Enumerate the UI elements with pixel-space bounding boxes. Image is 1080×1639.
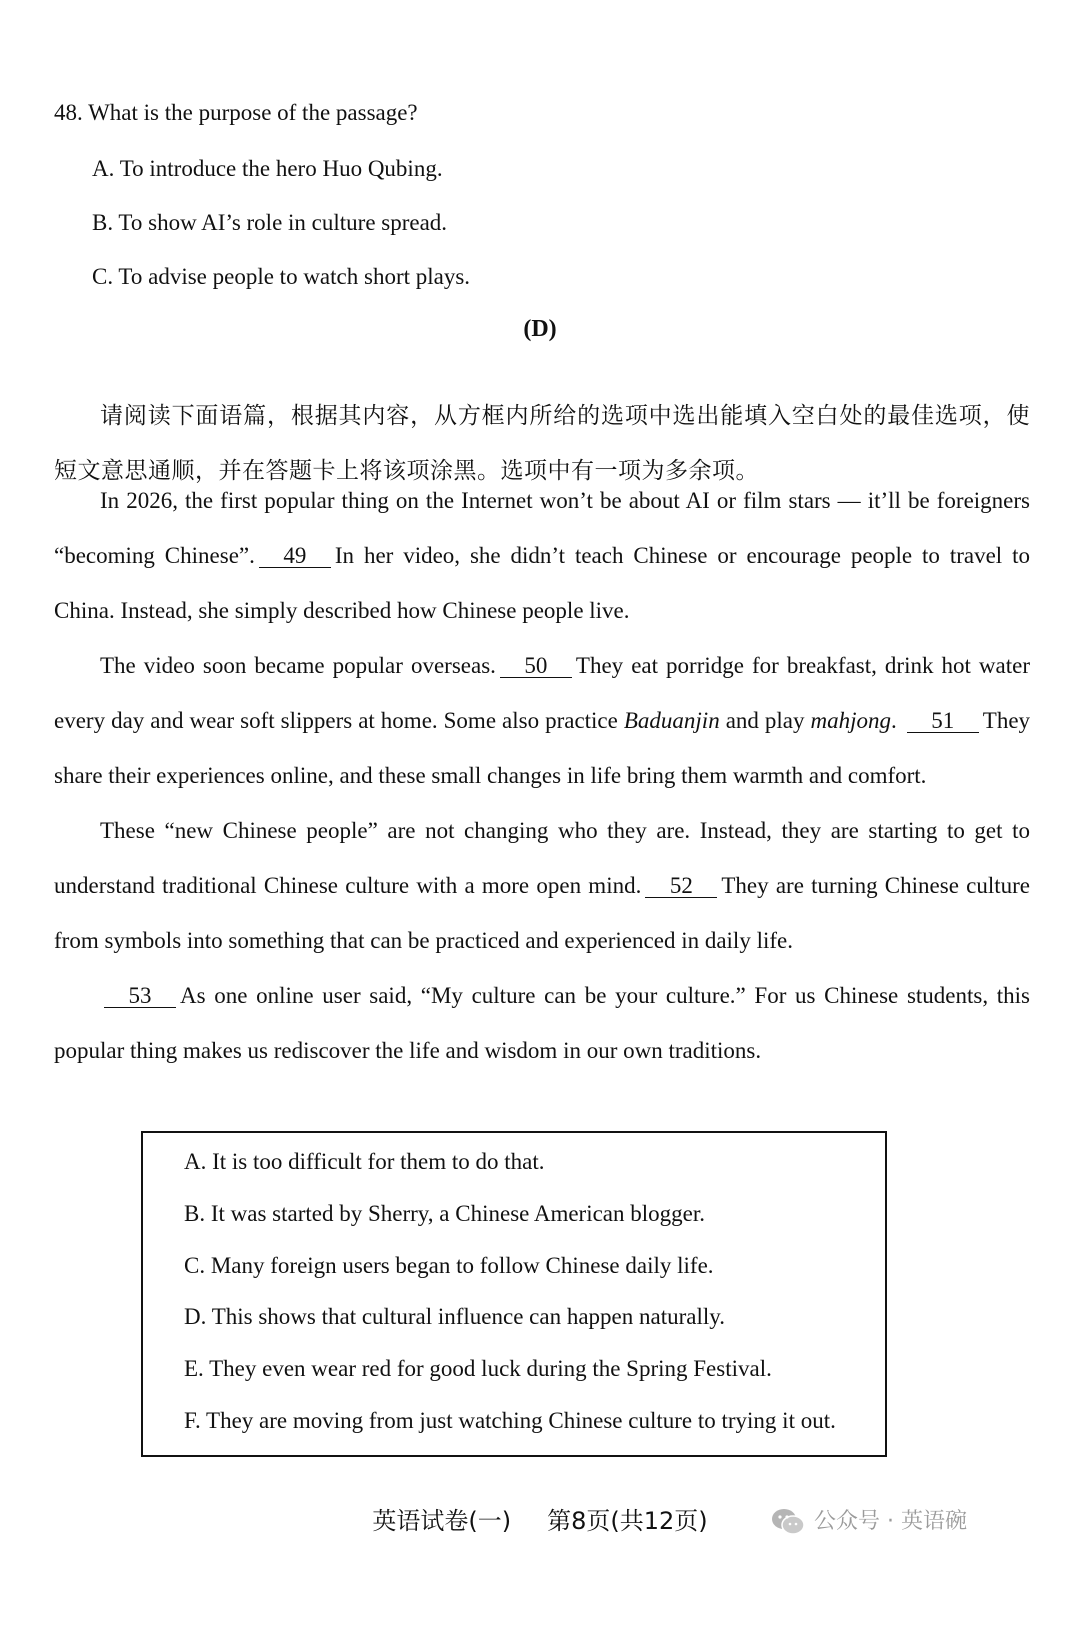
section-title: (D) (523, 316, 557, 342)
paragraph-text: As one online user said, “My culture can be your culture.” For us Chinese students, this popular thing makes us rediscover the life and wisdom in our own traditions. (54, 983, 1030, 1063)
box-option-c: C. Many foreign users began to follow Chinese daily life. (184, 1252, 714, 1278)
italic-term: mahjong (810, 708, 892, 733)
passage (54, 473, 1030, 1078)
passage-paragraph-1 (54, 473, 1030, 638)
paragraph-text: They share their experiences online, and these small changes in life bring them warmth and comfort. (54, 708, 1031, 788)
question-option-a: A. To introduce the hero Huo Qubing. (92, 156, 443, 181)
options-box (141, 1131, 887, 1457)
passage-paragraph-2 (54, 638, 1030, 803)
question-option-b: B. To show AI’s role in culture spread. (92, 210, 448, 235)
blank-50: 50 (500, 655, 572, 678)
watermark (770, 1503, 967, 1541)
box-option-f: F. They are moving from just watching Chinese culture to trying it out. (184, 1407, 836, 1433)
paragraph-text: In 2026, the first popular thing on the Internet won’t be about AI or film stars — it’ll be foreigners “becoming Chinese”. (54, 488, 1030, 568)
footer-paper-title: 英语试卷(一) (372, 1507, 512, 1535)
blank-53: 53 (104, 985, 176, 1008)
paragraph-text: . (891, 708, 897, 733)
paragraph-text: and play (725, 708, 805, 733)
box-option-b: B. It was started by Sherry, a Chinese American blogger. (184, 1200, 705, 1226)
passage-paragraph-4 (54, 968, 1030, 1078)
box-option-d: D. This shows that cultural influence can happen naturally. (184, 1304, 725, 1330)
blank-52: 52 (645, 875, 717, 898)
blank-49: 49 (259, 545, 331, 568)
watermark-text: 公众号 · 英语碗 (814, 1509, 967, 1534)
box-option-a: A. It is too difficult for them to do that. (184, 1149, 545, 1174)
question-stem: 48. What is the purpose of the passage? (54, 100, 418, 125)
footer-page-number: 第8页(共12页) (547, 1507, 708, 1535)
paragraph-text: The video soon became popular overseas. (100, 653, 496, 678)
section-instructions: 请阅读下面语篇，根据其内容，从方框内所给的选项中选出能填入空白处的最佳选项，使短文意思通顺，并在答题卡上将该项涂黑。选项中有一项为多余项。 (54, 403, 1030, 484)
passage-paragraph-3 (54, 803, 1030, 968)
paragraph-text: In her video, she didn’t teach Chinese or encourage people to travel to China. Instead, she simply described how Chinese people live. (54, 543, 1030, 623)
paragraph-text: These “new Chinese people” are not changing who they are. Instead, they are starting to get to understand traditional Chinese culture with a more open mind. (54, 818, 1030, 898)
box-option-e: E. They even wear red for good luck during the Spring Festival. (184, 1356, 772, 1382)
question-option-c: C. To advise people to watch short plays. (92, 264, 471, 289)
italic-term: Baduanjin (623, 708, 720, 733)
blank-51: 51 (907, 710, 979, 733)
paragraph-text: They eat porridge for breakfast, drink hot water every day and wear soft slippers at home. Some also practice (54, 653, 1030, 733)
paragraph-text: They are turning Chinese culture from symbols into something that can be practiced and experienced in daily life. (54, 873, 1030, 953)
wechat-icon (770, 1507, 806, 1537)
question-48 (54, 96, 1044, 314)
